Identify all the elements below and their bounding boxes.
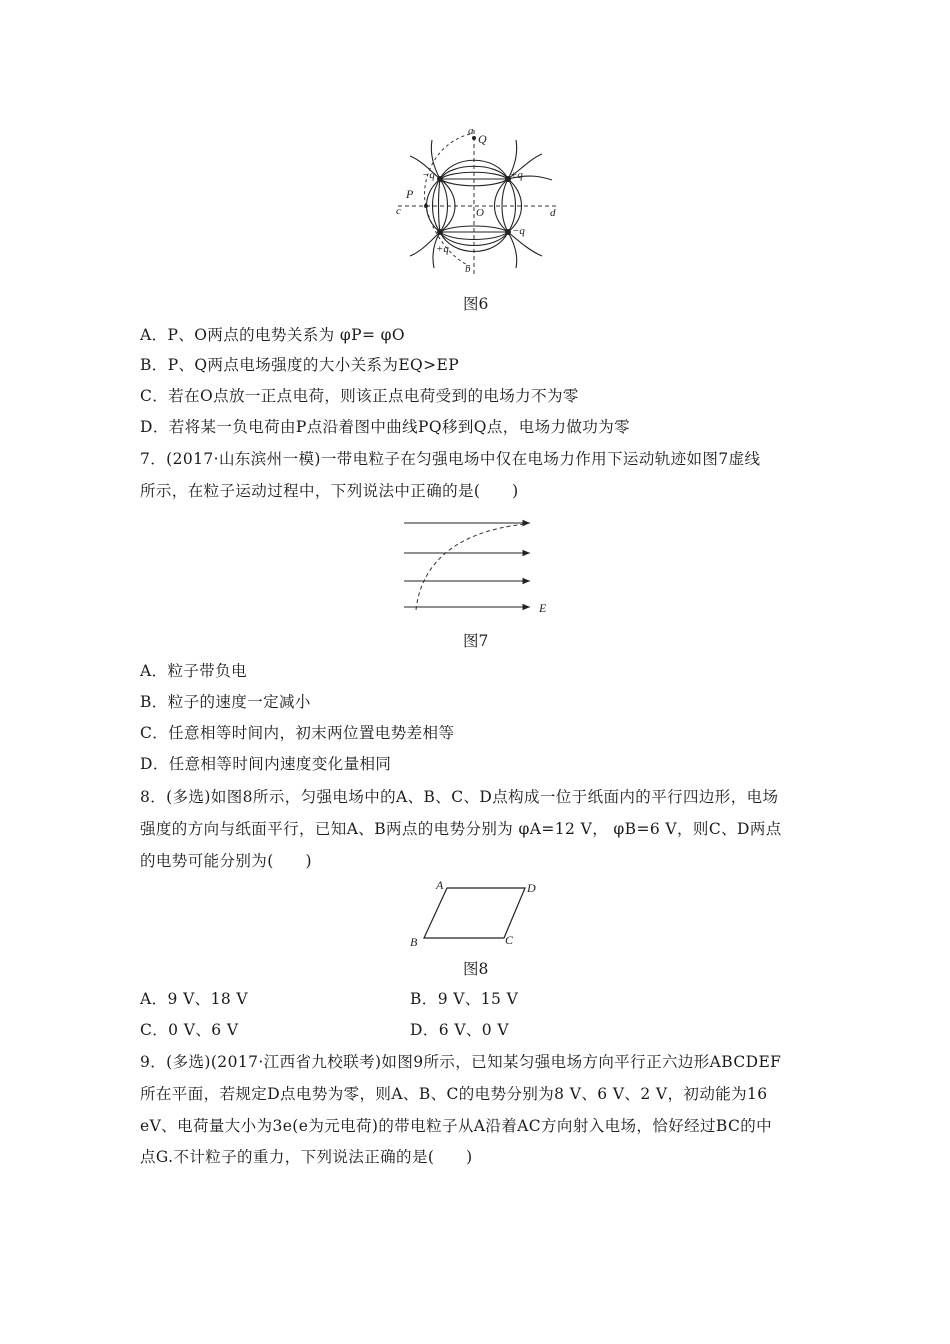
fig6-label-p: P xyxy=(406,187,414,201)
fig7-label-e: E xyxy=(539,601,547,615)
fig6-label-c: c xyxy=(396,205,401,217)
q8-option-b: B．9 V、15 V xyxy=(410,990,519,1008)
q8-stem-line-2: 强度的方向与纸面平行，已知A、B两点的电势分别为 φA=12 V， φB=6 V，则C、D两点 xyxy=(140,820,782,838)
q6-option-d: D．若将某一负电荷由P点沿着图中曲线PQ移到Q点，电场力做功为零 xyxy=(140,418,631,436)
q9-stem-line-3: eV、电荷量大小为3e(e为元电荷)的带电粒子从A沿着AC方向射入电场，恰好经过BC的中 xyxy=(140,1117,773,1135)
figure-6-caption: 图6 xyxy=(463,295,489,313)
q6-option-a: A．P、O两点的电势关系为 φP= φO xyxy=(140,326,406,344)
figure-7-caption: 图7 xyxy=(463,632,489,650)
fig6-label-pos-q-bottom: +q xyxy=(436,243,449,255)
q7-stem-line-2: 所示，在粒子运动过程中，下列说法中正确的是( ) xyxy=(140,482,519,500)
q7-option-c: C．任意相等时间内，初末两位置电势差相等 xyxy=(140,724,455,742)
figure-8-caption: 图8 xyxy=(463,960,489,978)
q9-stem-line-4: 点G.不计粒子的重力，下列说法正确的是( ) xyxy=(140,1148,473,1166)
fig6-label-neg-q-left: −q xyxy=(422,169,435,181)
q8-option-d: D．6 V、0 V xyxy=(410,1021,509,1039)
figure-6-field-lines xyxy=(392,124,564,276)
q8-stem-line-1: 8．(多选)如图8所示，匀强电场中的A、B、C、D点构成一位于纸面内的平行四边形，电场 xyxy=(140,788,779,806)
q6-option-b: B．P、Q两点电场强度的大小关系为EQ>EP xyxy=(140,356,460,374)
q6-option-c: C．若在O点放一正点电荷，则该正点电荷受到的电场力不为零 xyxy=(140,387,579,405)
fig8-label-c: C xyxy=(505,933,514,947)
q7-stem-line-1: 7．(2017·山东滨州一模)一带电粒子在匀强电场中仅在电场力作用下运动轨迹如图7虚线 xyxy=(140,450,761,468)
figure-8-parallelogram xyxy=(404,876,550,950)
fig6-label-q: Q xyxy=(478,132,487,146)
fig8-label-a: A xyxy=(436,878,444,892)
q9-stem-line-1: 9．(多选)(2017·江西省九校联考)如图9所示，已知某匀强电场方向平行正六边形ABCDEF xyxy=(140,1053,782,1071)
q7-option-b: B．粒子的速度一定减小 xyxy=(140,693,311,711)
q8-stem-line-3: 的电势可能分别为( ) xyxy=(140,852,312,870)
fig6-label-b: b xyxy=(465,263,471,275)
q8-option-a: A．9 V、18 V xyxy=(140,990,249,1008)
q8-option-c: C．0 V、6 V xyxy=(140,1021,239,1039)
fig6-label-pos-q-right: +q xyxy=(510,169,523,181)
q7-option-d: D．任意相等时间内速度变化量相同 xyxy=(140,755,392,773)
fig8-label-d: D xyxy=(527,881,536,895)
fig6-label-a: a xyxy=(468,125,474,137)
fig8-label-b: B xyxy=(410,935,418,949)
fig6-label-d: d xyxy=(550,207,556,219)
fig6-label-neg-q-bottom: −q xyxy=(512,225,525,237)
fig6-label-o: O xyxy=(476,207,484,219)
figure-7-uniform-field xyxy=(396,512,556,616)
q7-option-a: A．粒子带负电 xyxy=(140,662,247,680)
q9-stem-line-2: 所在平面，若规定D点电势为零，则A、B、C的电势分别为8 V、6 V、2 V，初动能为16 xyxy=(140,1085,768,1103)
